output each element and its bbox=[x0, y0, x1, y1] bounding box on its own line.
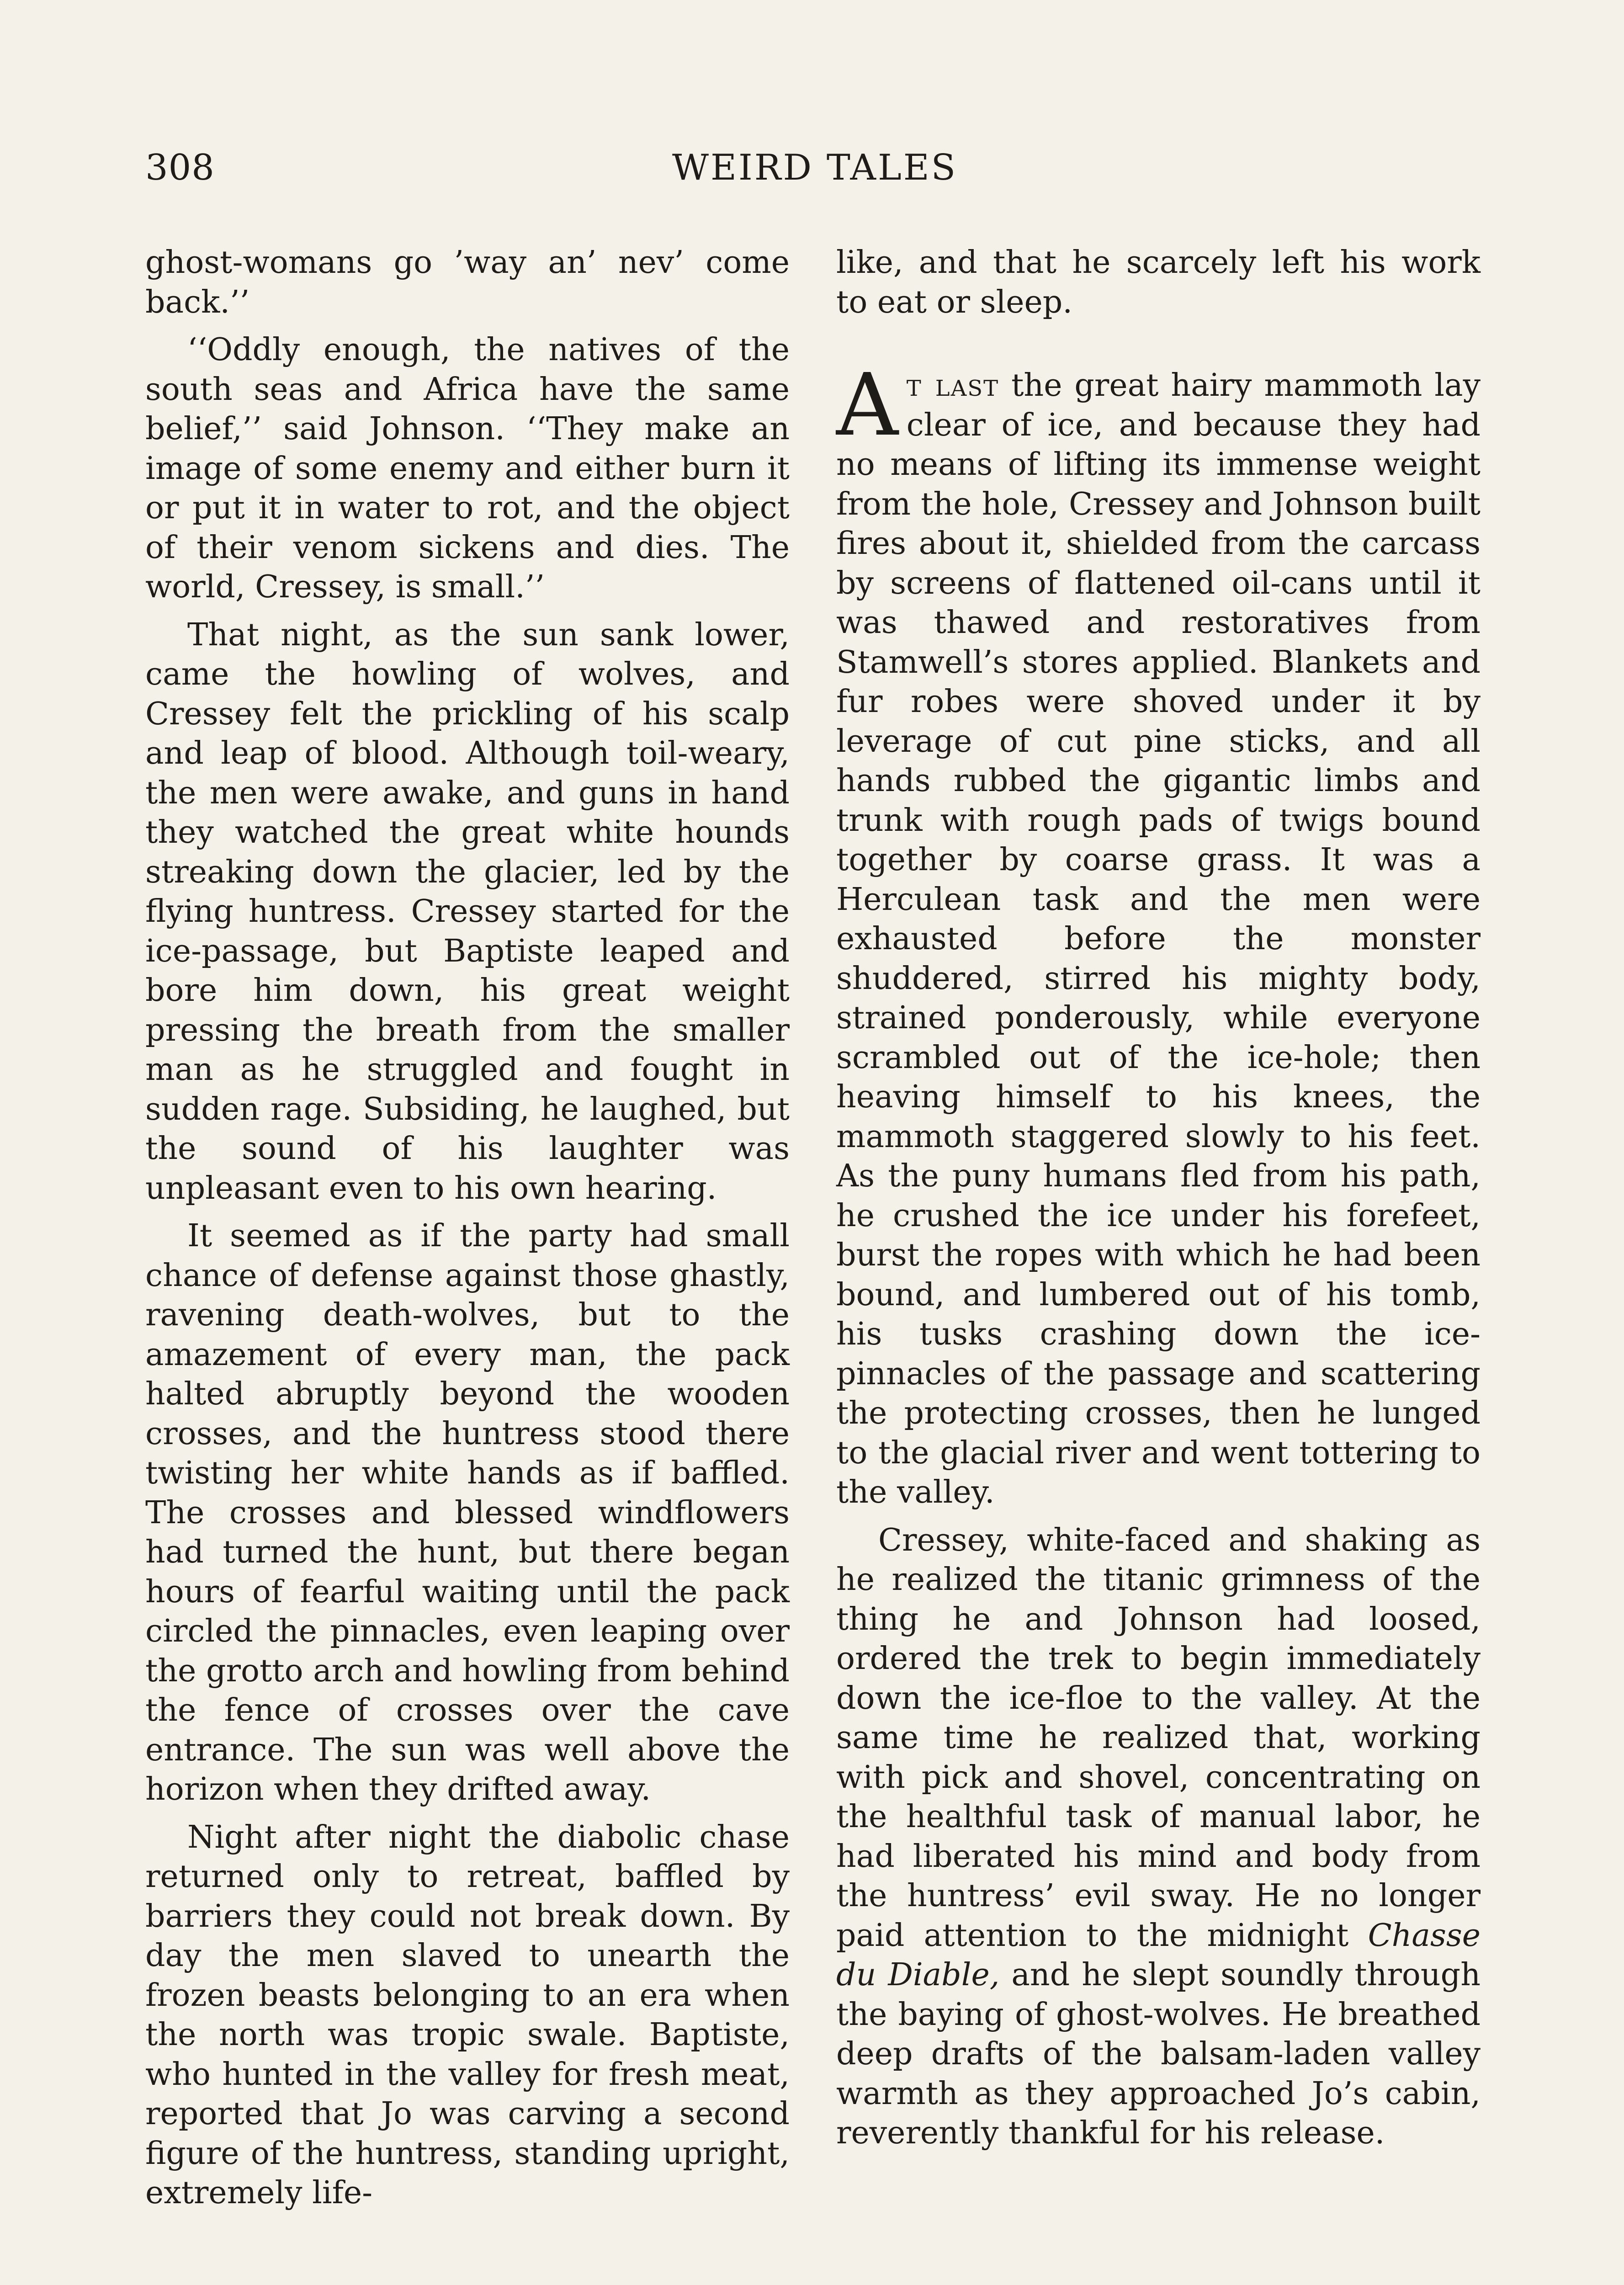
italic-phrase: Chasse du Diable, bbox=[836, 1917, 1481, 1993]
paragraph: Night after night the diabolic chase returned only to retreat, baffled by barriers they could not break down. By day the men slaved to unearth the frozen beasts belonging to an era when the north was tropic swale. Baptiste, who hunted in the valley for fresh meat, reported that Jo was carving a second figure of the huntress, standing upright, extremely life- bbox=[145, 1819, 790, 2211]
paragraph bbox=[836, 1521, 1481, 2153]
drop-cap: A bbox=[836, 355, 898, 455]
page-number: 308 bbox=[145, 147, 215, 188]
right-column bbox=[836, 243, 1481, 2153]
paragraph-text: Cressey, white-faced and shaking as he realized the titanic grimness of the thing he and Johnson had loosed, ordered the trek to begin immediately down the ice-floe to the valley. At the same time he realized that, working with pick and shovel, concentrating on the healthful task of manual labor, he had liberated his mind and body from the huntress’ evil sway. He no longer paid attention to the midnight bbox=[836, 1522, 1481, 1954]
page-header bbox=[145, 147, 1484, 197]
paragraph: ‘‘Oddly enough, the natives of the south seas and Africa have the same belief,’’ said Johnson. ‘‘They make an image of some enemy and either burn it or put it in water to rot, and the object of their venom sickens and dies. The world, Cressey, is small.’’ bbox=[145, 332, 790, 605]
paragraph: It seemed as if the party had small chance of defense against those ghastly, ravening death-wolves, but to the amazement of every man, the pack halted abruptly beyond the wooden crosses, and the huntress stood there twisting her white hands as if baffled. The crosses and blessed windflowers had turned the hunt, but there began hours of fearful waiting until the pack circled the pinnacles, even leaping over the grotto arch and howling from behind the fence of crosses over the cave entrance. The sun was well above the horizon when they drifted away. bbox=[145, 1218, 790, 1807]
paragraph: like, and that he scarcely left his work to eat or sleep. bbox=[836, 244, 1481, 320]
section-opening-paragraph bbox=[836, 355, 1481, 1513]
paragraph: ghost-womans go ’way an’ nev’ come back.’’ bbox=[145, 244, 790, 320]
paragraph-text: the great hairy mammoth lay clear of ice, and because they had no means of lifting its immense weight from the hole, Cressey and Johnson built fires about it, shielded from the carcass by screens of flattened oil-cans until it was thawed and restoratives from Stamwell’s stores applied. Blankets and fur robes were shoved under it by leverage of cut pine sticks, and all hands rubbed the gigantic limbs and trunk with rough pads of twigs bound together by coarse grass. It was a Herculean task and the men were exhausted before the monster shuddered, stirred his mighty body, strained ponderously, while everyone scrambled out of the ice-hole; then heaving himself to his knees, the mammoth staggered slowly to his feet. As the puny humans fled from his path, he crushed the ice under his forefeet, burst the ropes with which he had been bound, and lumbered out of his tomb, his tusks crashing down the ice-pinnacles of the passage and scattering the protecting crosses, then he lunged to the glacial river and went tottering to the valley. bbox=[836, 367, 1481, 1510]
running-title: WEIRD TALES bbox=[672, 147, 958, 188]
paragraph-text: and he slept soundly through the baying of ghost-wolves. He breathed deep drafts of the balsam-laden valley warmth as they approached Jo’s cabin, reverently thankful for his release. bbox=[836, 1957, 1481, 2151]
paragraph: That night, as the sun sank lower, came the howling of wolves, and Cressey felt the prickling of his scalp and leap of blood. Although toil-weary, the men were awake, and guns in hand they watched the great white hounds streaking down the glacier, led by the flying huntress. Cressey started for the ice-passage, but Baptiste leaped and bore him down, his great weight pressing the breath from the smaller man as he struggled and fought in sudden rage. Subsiding, he laughed, but the sound of his laughter was unpleasant even to his own hearing. bbox=[145, 616, 790, 1206]
left-column bbox=[145, 243, 790, 2213]
small-caps-lead: t last bbox=[906, 367, 999, 404]
